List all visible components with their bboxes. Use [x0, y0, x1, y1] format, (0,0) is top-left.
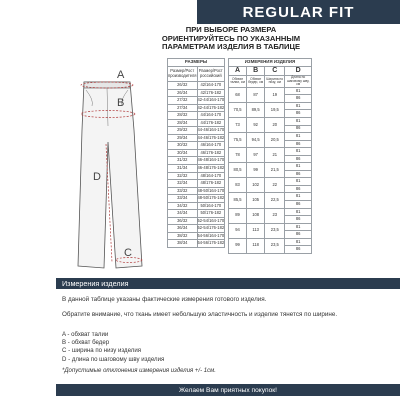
- russian-size-cell: 42/176-182: [197, 89, 225, 97]
- measure-cell-b: 118: [247, 238, 265, 253]
- table-row: [168, 172, 225, 180]
- maker-size-cell: 28/34: [168, 119, 198, 127]
- inseam-cell: 86: [285, 125, 312, 133]
- russian-size-cell: 54-56/164-170: [197, 232, 225, 240]
- maker-size-cell: 30/34: [168, 149, 198, 157]
- table-row: [229, 102, 312, 110]
- measure-cell-c: 20: [265, 117, 285, 132]
- measure-cell-b: 97: [247, 148, 265, 163]
- maker-size-cell: 27/34: [168, 104, 198, 112]
- maker-size-cell: 34/34: [168, 210, 198, 218]
- inseam-cell: 81: [285, 238, 312, 246]
- maker-size-cell: 26/32: [168, 82, 198, 90]
- measure-a-label: A: [117, 70, 125, 81]
- legend-item-a: A - обхват талии: [62, 331, 109, 338]
- inseam-cell: 86: [285, 216, 312, 224]
- size-guide-heading: [118, 26, 344, 52]
- col-waist: Обхват талии, см: [229, 76, 247, 88]
- col-letter-b: B: [247, 67, 265, 76]
- measure-cell-a: 85,5: [229, 193, 247, 208]
- russian-size-cell: 42-44/164-170: [197, 97, 225, 105]
- measure-cell-b: 102: [247, 178, 265, 193]
- tolerance-note: *Допустимые отклонения измерения изделия +/- 1см.: [62, 368, 216, 374]
- col-hem: Ширина по низу, см: [265, 76, 285, 88]
- measure-d-label: D: [93, 171, 101, 183]
- russian-size-cell: 44-46/164-170: [197, 127, 225, 135]
- russian-size-cell: 48-50/164-170: [197, 187, 225, 195]
- section-title: Измерения изделия: [56, 278, 400, 289]
- russian-size-cell: 46/164-170: [197, 142, 225, 150]
- table-row: [168, 112, 225, 120]
- measurement-legend: [62, 331, 164, 364]
- russian-size-cell: 48/164-170: [197, 172, 225, 180]
- table-row: [229, 208, 312, 216]
- maker-size-cell: 34/32: [168, 202, 198, 210]
- measure-cell-a: 70,5: [229, 102, 247, 117]
- maker-size-cell: 29/32: [168, 127, 198, 135]
- inseam-cell: 86: [285, 155, 312, 163]
- measure-cell-c: 19,5: [265, 102, 285, 117]
- size-table-header: РАЗМЕРЫ: [168, 59, 225, 67]
- maker-size-cell: 27/32: [168, 97, 198, 105]
- heading-line-3: ПАРАМЕТРАМ ИЗДЕЛИЯ В ТАБЛИЦЕ: [161, 42, 301, 51]
- inseam-cell: 86: [285, 95, 312, 103]
- table-row: [168, 165, 225, 173]
- heading-line-1: ПРИ ВЫБОРЕ РАЗМЕРА: [185, 25, 277, 34]
- inseam-cell: 86: [285, 246, 312, 254]
- table-row: [229, 133, 312, 141]
- measure-cell-c: 22,5: [265, 193, 285, 208]
- russian-size-cell: 54-56/176-182: [197, 240, 225, 248]
- table-row: [229, 223, 312, 231]
- table-row: [168, 157, 225, 165]
- russian-size-cell: 44/176-182: [197, 119, 225, 127]
- inseam-cell: 81: [285, 117, 312, 125]
- russian-size-cell: 42-44/176-182: [197, 104, 225, 112]
- table-row: [168, 134, 225, 142]
- measure-cell-a: 80,5: [229, 163, 247, 178]
- measure-cell-c: 21,5: [265, 163, 285, 178]
- size-col-russian: Размер/Рост российский: [197, 67, 225, 82]
- measure-cell-b: 92: [247, 117, 265, 132]
- description-paragraph-2: Обратите внимание, что ткань имеет небольшую эластичность и изделие тянется по ширине.: [62, 310, 338, 318]
- russian-size-cell: 50/176-182: [197, 210, 225, 218]
- maker-size-cell: 33/32: [168, 187, 198, 195]
- measure-cell-c: 22: [265, 178, 285, 193]
- measure-cell-a: 75,5: [229, 133, 247, 148]
- table-row: [229, 87, 312, 95]
- table-row: [229, 238, 312, 246]
- description-paragraph-1: В данной таблице указаны фактические измерения готового изделия.: [62, 296, 267, 303]
- table-row: [168, 89, 225, 97]
- measure-cell-c: 21: [265, 148, 285, 163]
- table-row: [168, 225, 225, 233]
- legend-item-d: D - длина по шаговому шву изделия: [62, 355, 165, 363]
- description: [62, 296, 396, 325]
- measure-cell-b: 113: [247, 223, 265, 238]
- maker-size-cell: 38/32: [168, 232, 198, 240]
- maker-size-cell: 31/34: [168, 165, 198, 173]
- russian-size-cell: 52-54/176-182: [197, 225, 225, 233]
- measure-cell-a: 83: [229, 178, 247, 193]
- measurement-table-header: ИЗМЕРЕНИЯ ИЗДЕЛИЯ: [229, 59, 312, 67]
- legend-item-b: B - обхват бедер: [62, 339, 110, 347]
- inseam-cell: 81: [285, 87, 312, 95]
- inseam-cell: 86: [285, 170, 312, 178]
- measure-cell-c: 19: [265, 87, 285, 102]
- col-inseam: Длина по шаговому шву, см: [285, 76, 312, 88]
- col-letter-d: D: [285, 67, 312, 76]
- measure-cell-b: 99: [247, 163, 265, 178]
- maker-size-cell: 36/32: [168, 217, 198, 225]
- inseam-cell: 81: [285, 223, 312, 231]
- maker-size-cell: 38/34: [168, 240, 198, 248]
- maker-size-cell: 32/34: [168, 180, 198, 188]
- measure-b-label: B: [117, 97, 125, 109]
- table-row: [168, 240, 225, 248]
- table-row: [168, 97, 225, 105]
- heading-line-2: ОРИЕНТИРУЙТЕСЬ ПО УКАЗАННЫМ: [161, 33, 301, 43]
- trousers-outline: [78, 82, 142, 268]
- table-row: [168, 82, 225, 90]
- trousers-diagram: [64, 70, 154, 270]
- table-row: [168, 195, 225, 203]
- table-row: [168, 202, 225, 210]
- table-row: [229, 178, 312, 186]
- table-row: [168, 232, 225, 240]
- inseam-cell: 81: [285, 208, 312, 216]
- russian-size-cell: 42/164-170: [197, 82, 225, 90]
- inseam-cell: 81: [285, 102, 312, 110]
- inseam-cell: 86: [285, 140, 312, 148]
- col-letter-a: A: [229, 67, 247, 76]
- russian-size-cell: 46/176-182: [197, 149, 225, 157]
- maker-size-cell: 30/32: [168, 142, 198, 150]
- measure-cell-a: 68: [229, 87, 247, 102]
- col-hips: Обхват бедер, см: [247, 76, 265, 88]
- inseam-cell: 86: [285, 231, 312, 239]
- table-row: [229, 117, 312, 125]
- table-row: [229, 163, 312, 171]
- russian-size-cell: 44/164-170: [197, 112, 225, 120]
- russian-size-cell: 46-48/164-170: [197, 157, 225, 165]
- table-row: [168, 142, 225, 150]
- measure-cell-c: 23,5: [265, 223, 285, 238]
- table-row: [168, 104, 225, 112]
- russian-size-cell: 46-48/176-182: [197, 165, 225, 173]
- russian-size-cell: 48/176-182: [197, 180, 225, 188]
- measure-c-label: C: [124, 247, 132, 259]
- maker-size-cell: 28/32: [168, 112, 198, 120]
- measurement-table: [228, 58, 312, 254]
- measure-cell-a: 94: [229, 223, 247, 238]
- col-letter-c: C: [265, 67, 285, 76]
- inseam-cell: 86: [285, 200, 312, 208]
- measure-cell-b: 105: [247, 193, 265, 208]
- russian-size-cell: 50/164-170: [197, 202, 225, 210]
- measure-cell-b: 94,5: [247, 133, 265, 148]
- inseam-cell: 86: [285, 185, 312, 193]
- measure-cell-c: 20,5: [265, 133, 285, 148]
- maker-size-cell: 36/34: [168, 225, 198, 233]
- measure-cell-a: 73: [229, 117, 247, 132]
- table-row: [168, 127, 225, 135]
- measure-cell-b: 108: [247, 208, 265, 223]
- footer-banner: Желаем Вам приятных покупок!: [56, 384, 400, 396]
- legend-item-c: C - ширина по низу изделия: [62, 347, 142, 355]
- fit-banner: REGULAR FIT: [197, 0, 400, 24]
- table-row: [229, 148, 312, 156]
- measure-cell-a: 89: [229, 208, 247, 223]
- measure-cell-a: 78: [229, 148, 247, 163]
- size-table-body: [168, 82, 225, 248]
- table-row: [168, 180, 225, 188]
- inseam-cell: 81: [285, 178, 312, 186]
- size-table: [167, 58, 225, 248]
- measure-cell-b: 87: [247, 87, 265, 102]
- measure-cell-b: 89,5: [247, 102, 265, 117]
- inseam-cell: 81: [285, 163, 312, 171]
- inseam-cell: 81: [285, 133, 312, 141]
- maker-size-cell: 26/34: [168, 89, 198, 97]
- table-row: [168, 149, 225, 157]
- table-row: [168, 119, 225, 127]
- maker-size-cell: 29/34: [168, 134, 198, 142]
- maker-size-cell: 31/32: [168, 157, 198, 165]
- maker-size-cell: 32/32: [168, 172, 198, 180]
- table-row: [168, 217, 225, 225]
- russian-size-cell: 44-46/176-182: [197, 134, 225, 142]
- russian-size-cell: 52-54/164-170: [197, 217, 225, 225]
- measure-cell-a: 99: [229, 238, 247, 253]
- russian-size-cell: 48-50/176-182: [197, 195, 225, 203]
- table-row: [168, 210, 225, 218]
- table-row: [229, 193, 312, 201]
- size-col-maker: Размер/Рост производителя: [168, 67, 198, 82]
- measure-cell-c: 23: [265, 208, 285, 223]
- inseam-cell: 81: [285, 148, 312, 156]
- measure-cell-c: 23,5: [265, 238, 285, 253]
- maker-size-cell: 33/34: [168, 195, 198, 203]
- inseam-cell: 86: [285, 110, 312, 118]
- measurement-table-body: [229, 87, 312, 253]
- table-row: [168, 187, 225, 195]
- inseam-cell: 81: [285, 193, 312, 201]
